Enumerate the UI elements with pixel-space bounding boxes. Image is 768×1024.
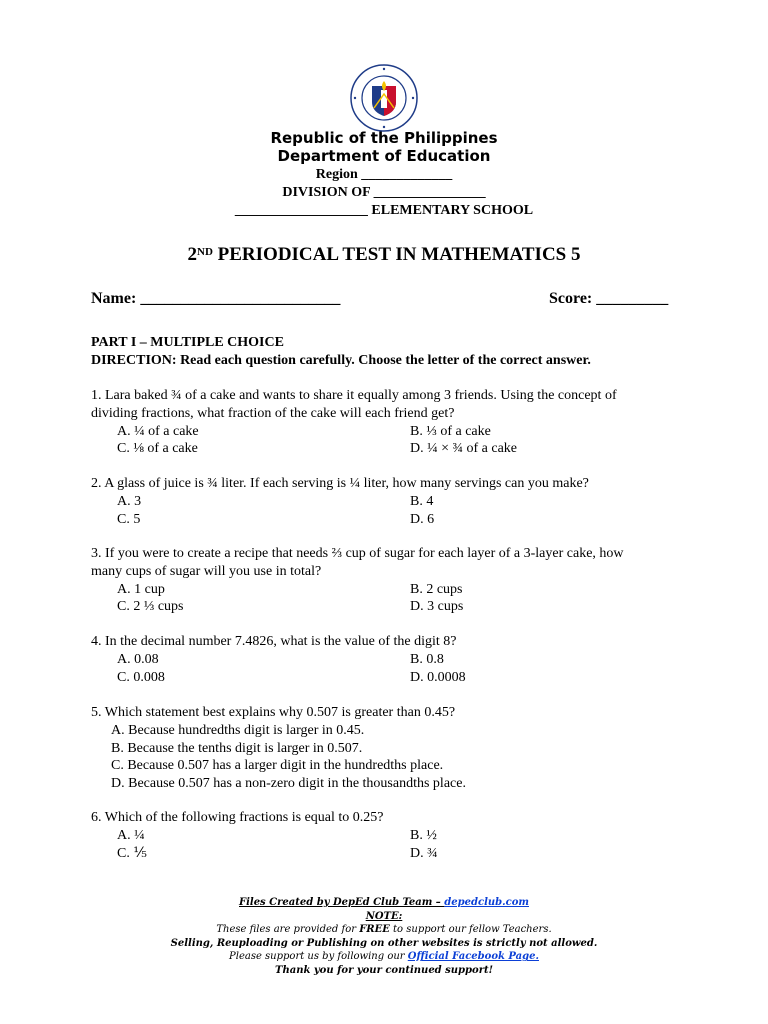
footer-note-label: NOTE: [365, 910, 403, 922]
choice-a: A. 1 cup [117, 581, 165, 597]
footer-follow-prefix: Please support us by following our [229, 951, 408, 963]
title-suffix: ND [197, 246, 213, 258]
choice-a: A. ¼ [117, 827, 145, 843]
footer-credit [0, 896, 768, 910]
title-text: PERIODICAL TEST IN MATHEMATICS 5 [212, 244, 581, 265]
choice-a: A. Because hundredths digit is larger in 0.45. [111, 722, 365, 738]
test-title [0, 243, 768, 267]
choice-c: C. ⅛ of a cake [117, 441, 198, 457]
choice-b: B. 2 cups [410, 581, 463, 597]
question-text: many cups of sugar will you use in total? [91, 563, 322, 579]
question-text: 5. Which statement best explains why 0.507 is greater than 0.45? [91, 705, 456, 720]
question-3 [91, 545, 691, 616]
choice-c: C. 5 [117, 511, 141, 527]
choice-d: D. ¾ [410, 845, 438, 861]
header-school: ___________________ ELEMENTARY SCHOOL [234, 203, 534, 218]
footer-notice [0, 896, 768, 978]
question-text: 2. A glass of juice is ¾ liter. If each serving is ¼ liter, how many servings can you make? [91, 476, 589, 491]
header-division: DIVISION OF ________________ [282, 185, 486, 200]
choice-b: B. 0.8 [410, 651, 444, 667]
question-5 [91, 704, 691, 793]
choice-b: B. ⅓ of a cake [410, 423, 491, 439]
choice-d: D. ¼ × ¾ of a cake [410, 441, 518, 457]
choice-d: D. 3 cups [410, 599, 464, 615]
name-field: Name: _________________________ [91, 290, 341, 307]
score-field: Score: _________ [549, 290, 669, 307]
header-department: Department of Education [277, 147, 491, 165]
footer-credit-text: Files Created by DepEd Club Team – [239, 897, 445, 908]
choice-d: D. 6 [410, 511, 435, 527]
choice-c: C. 2 ⅓ cups [117, 599, 184, 615]
choice-c: C. ⅕ [117, 845, 147, 861]
choice-b: B. ½ [410, 827, 437, 843]
footer-free-prefix: These files are provided for [216, 924, 360, 936]
part-heading: PART I – MULTIPLE CHOICE [91, 335, 284, 350]
header-republic: Republic of the Philippines [270, 129, 498, 147]
choice-b: B. Because the tenths digit is larger in 0.507. [111, 740, 363, 756]
footer-thanks: Thank you for your continued support! [275, 964, 493, 976]
choice-d: D. Because 0.507 has a non-zero digit in the thousandths place. [111, 776, 466, 792]
footer-follow-line [0, 950, 768, 964]
deped-seal-icon [350, 64, 418, 132]
footer-warning: Selling, Reuploading or Publishing on other websites is strictly not allowed. [170, 937, 598, 949]
question-text: 6. Which of the following fractions is equal to 0.25? [91, 810, 384, 825]
choice-b: B. 4 [410, 493, 434, 509]
footer-free-word: FREE [359, 924, 390, 936]
choice-a: A. 3 [117, 493, 142, 509]
question-1 [91, 387, 691, 458]
title-ordinal: 2 [187, 244, 197, 265]
header-region: Region _____________ [315, 167, 453, 182]
question-4 [91, 633, 691, 686]
direction-text: DIRECTION: Read each question carefully. Choose the letter of the correct answer. [91, 353, 591, 368]
question-text: 4. In the decimal number 7.4826, what is the value of the digit 8? [91, 634, 457, 649]
question-2 [91, 475, 691, 528]
choice-c: C. Because 0.507 has a larger digit in the hundredths place. [111, 758, 444, 774]
choice-d: D. 0.0008 [410, 669, 466, 685]
question-6 [91, 809, 691, 862]
choice-a: A. 0.08 [117, 651, 159, 667]
footer-free-line [0, 923, 768, 937]
question-text: 1. Lara baked ¾ of a cake and wants to share it equally among 3 friends. Using the concept of [91, 388, 617, 403]
choice-a: A. ¼ of a cake [117, 423, 199, 439]
facebook-page-link[interactable]: Official Facebook Page. [407, 951, 539, 963]
depedclub-link[interactable]: depedclub.com [444, 897, 529, 908]
question-text: dividing fractions, what fraction of the cake will each friend get? [91, 405, 455, 421]
choice-c: C. 0.008 [117, 669, 165, 685]
footer-free-suffix: to support our fellow Teachers. [389, 924, 552, 936]
question-text: 3. If you were to create a recipe that needs ⅔ cup of sugar for each layer of a 3-layer cake, how [91, 546, 624, 561]
